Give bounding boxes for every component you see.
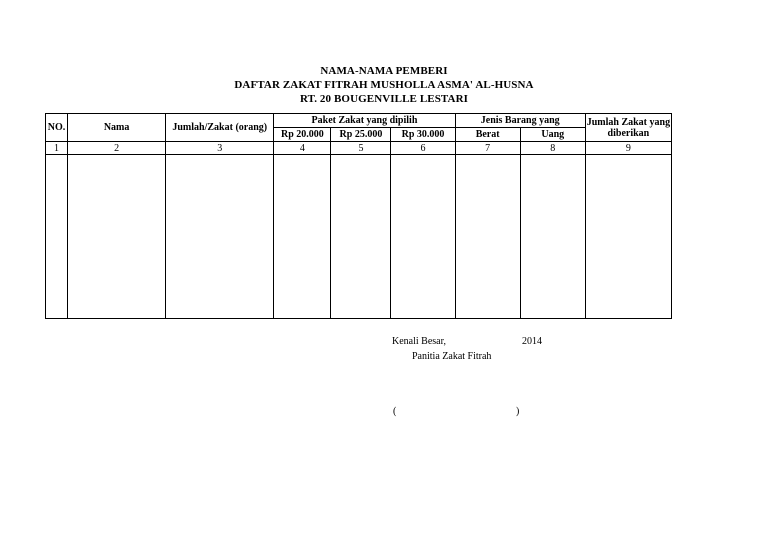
empty-cell — [520, 155, 585, 319]
header-paket-20000: Rp 20.000 — [274, 128, 331, 142]
empty-cell — [46, 155, 68, 319]
column-number-row — [46, 142, 672, 155]
empty-cell — [166, 155, 274, 319]
header-uang: Uang — [520, 128, 585, 142]
column-number: 6 — [391, 142, 455, 155]
empty-cell — [68, 155, 166, 319]
zakat-table — [45, 113, 672, 319]
column-number: 4 — [274, 142, 331, 155]
column-number: 5 — [331, 142, 391, 155]
column-number: 1 — [46, 142, 68, 155]
header-paket-zakat: Paket Zakat yang dipilih — [274, 114, 455, 128]
header-paket-30000: Rp 30.000 — [391, 128, 455, 142]
title-line-2: DAFTAR ZAKAT FITRAH MUSHOLLA ASMA' AL-HUSNA — [234, 79, 534, 91]
signature-close-paren: ) — [516, 406, 520, 417]
empty-cell — [331, 155, 391, 319]
column-number: 8 — [520, 142, 585, 155]
table-body-row — [46, 155, 672, 319]
column-number: 9 — [585, 142, 671, 155]
header-paket-25000: Rp 25.000 — [331, 128, 391, 142]
document-title — [0, 64, 768, 106]
header-jenis-barang: Jenis Barang yang — [455, 114, 585, 128]
title-line-1: NAMA-NAMA PEMBERI — [320, 65, 448, 77]
signature-open-paren: ( — [393, 406, 397, 417]
header-jumlah-zakat: Jumlah Zakat yang diberikan — [585, 114, 671, 142]
committee-label: Panitia Zakat Fitrah — [412, 351, 492, 362]
empty-cell — [455, 155, 520, 319]
header-nama: Nama — [68, 114, 166, 142]
title-line-3: RT. 20 BOUGENVILLE LESTARI — [299, 93, 469, 105]
place-label: Kenali Besar, — [392, 336, 447, 347]
column-number: 2 — [68, 142, 166, 155]
empty-cell — [274, 155, 331, 319]
header-jumlah-orang: Jumlah/Zakat (orang) — [166, 114, 274, 142]
empty-cell — [585, 155, 671, 319]
column-number: 7 — [455, 142, 520, 155]
header-no: NO. — [46, 114, 68, 142]
empty-cell — [391, 155, 455, 319]
header-berat: Berat — [455, 128, 520, 142]
column-number: 3 — [166, 142, 274, 155]
year-label: 2014 — [522, 336, 542, 347]
